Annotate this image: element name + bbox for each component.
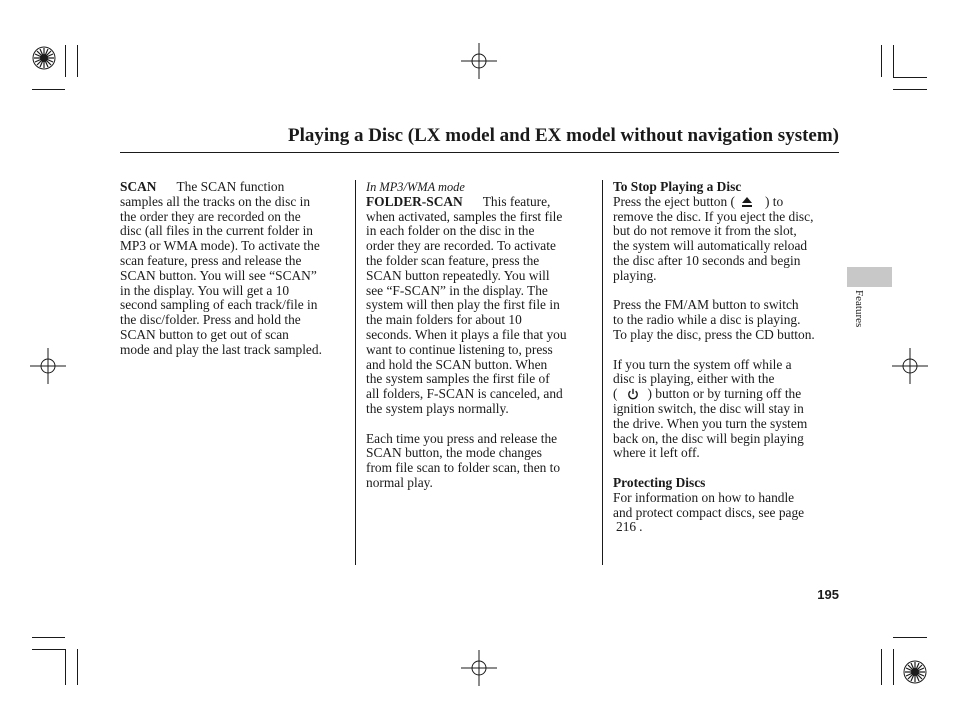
text-line: want to continue listening to, press	[366, 341, 553, 357]
section-tab	[847, 267, 892, 287]
text-line: the drive. When you turn the system	[613, 415, 808, 431]
text-line: the system plays normally.	[366, 400, 509, 416]
column-divider	[602, 180, 603, 565]
text-line: Each time you press and release the	[366, 430, 558, 446]
text-line: the folder scan feature, press the	[366, 252, 540, 268]
text-line: back on, the disc will begin playing	[613, 430, 804, 446]
text-line: scan feature, press and release the	[120, 252, 302, 268]
eject-line: Press the eject button ( ) to	[613, 193, 784, 209]
text-line: in each folder on the disc in the	[366, 223, 535, 239]
protect-heading: Protecting Discs	[613, 474, 706, 490]
text-line: order they are recorded. To activate	[366, 238, 556, 254]
stop-heading: To Stop Playing a Disc	[613, 179, 742, 194]
registration-mark-icon	[892, 348, 928, 384]
text-line: SCAN button repeatedly. You will	[366, 267, 550, 283]
text-line: seconds. When it plays a file that you	[366, 326, 567, 342]
power-icon	[627, 388, 639, 400]
starburst-mark-icon	[32, 46, 56, 70]
registration-mark-icon	[461, 650, 497, 686]
page-ref-link[interactable]: 216	[616, 519, 637, 535]
text-line: For information on how to handle	[613, 489, 795, 505]
text-line: samples all the tracks on the disc in	[120, 193, 311, 209]
text-line: If you turn the system off while a	[613, 356, 792, 372]
text-line: and hold the SCAN button. When	[366, 356, 548, 372]
mode-note: In MP3/WMA mode	[366, 180, 465, 194]
text-line: in the display. You will get a 10	[120, 282, 290, 298]
page-ref-line: 216 .	[616, 519, 643, 535]
section-tab-label: Features	[853, 290, 865, 328]
folder-scan-heading: FOLDER-SCAN	[366, 193, 463, 209]
text-line: see “F-SCAN” in the display. The	[366, 282, 548, 298]
text-line: This feature,	[482, 193, 551, 209]
text-line: all folders, F-SCAN is canceled, and	[366, 386, 563, 402]
text-line: the disc/folder. Press and hold the	[120, 312, 301, 328]
text-line: SCAN button. You will see “SCAN”	[120, 267, 317, 283]
text-line: MP3 or WMA mode). To activate the	[120, 238, 320, 254]
text-line: disc (all files in the current folder in	[120, 223, 313, 239]
text-line: the main folders for about 10	[366, 312, 522, 328]
text-line: the system will automatically reload	[613, 238, 808, 254]
column-divider	[355, 180, 356, 565]
text-line: The SCAN function	[176, 179, 285, 194]
page-number: 195	[817, 587, 839, 602]
text-line: when activated, samples the first file	[366, 208, 563, 224]
registration-mark-icon	[461, 43, 497, 79]
eject-icon	[741, 196, 753, 208]
registration-mark-icon	[30, 348, 66, 384]
text-line: where it left off.	[613, 445, 700, 461]
text-line: and protect compact discs, see page	[613, 504, 805, 520]
text-line: playing.	[613, 267, 657, 283]
text-line: second sampling of each track/file in	[120, 297, 318, 313]
scan-heading: SCAN	[120, 179, 157, 194]
text-line: SCAN button, the mode changes	[366, 445, 542, 461]
text-line: ignition switch, the disc will stay in	[613, 400, 804, 416]
text-line: to the radio while a disc is playing.	[613, 312, 801, 328]
text-line: the system samples the first file of	[366, 371, 550, 387]
column-left	[120, 180, 322, 358]
column-middle	[366, 180, 567, 491]
scan-paragraph	[120, 180, 322, 195]
starburst-mark-icon	[903, 660, 927, 684]
text-line: normal play.	[366, 474, 433, 490]
text-line: Press the FM/AM button to switch	[613, 297, 799, 313]
text-line: but do not remove it from the slot,	[613, 223, 797, 239]
text-line: SCAN button to get out of scan	[120, 326, 289, 342]
title-rule	[120, 152, 839, 153]
power-line: ( ) button or by turning off the	[613, 386, 802, 402]
text-line: from file scan to folder scan, then to	[366, 460, 561, 476]
text-line: To play the disc, press the CD button.	[613, 326, 815, 342]
text-line: system will then play the first file in	[366, 297, 560, 313]
page-title: Playing a Disc (LX model and EX model without navigation system)	[287, 125, 839, 146]
text-line: mode and play the last track sampled.	[120, 341, 322, 357]
column-right	[613, 180, 815, 535]
text-line: disc is playing, either with the	[613, 371, 775, 387]
folder-scan-paragraph	[366, 195, 567, 210]
text-line: the disc after 10 seconds and begin	[613, 252, 801, 268]
text-line: the order they are recorded on the	[120, 208, 301, 224]
text-line: remove the disc. If you eject the disc,	[613, 208, 814, 224]
